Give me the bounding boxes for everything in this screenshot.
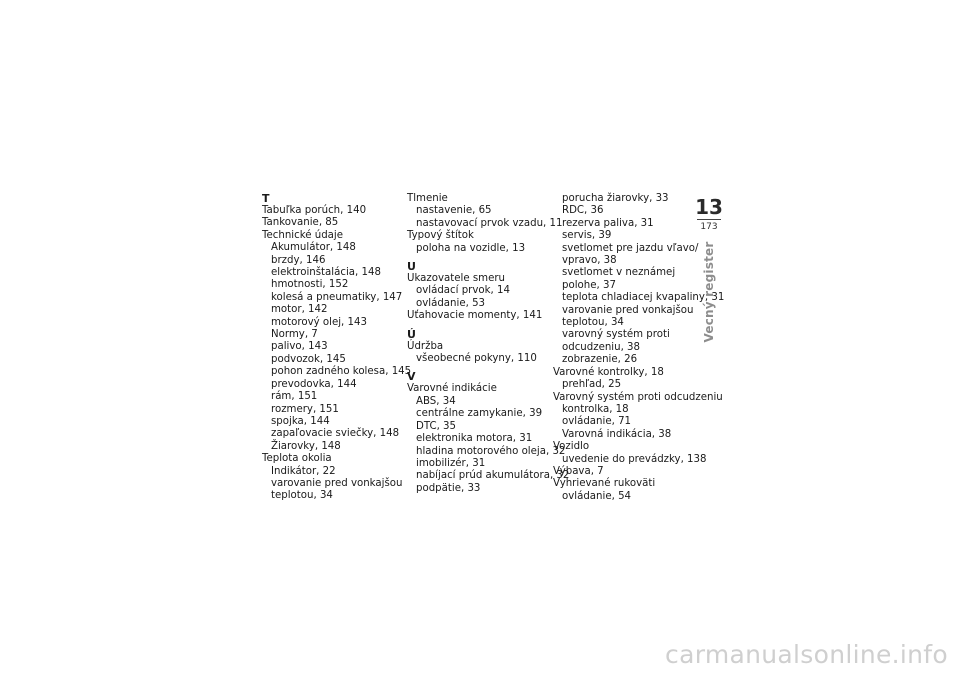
index-subentry: nastavovací prvok vzadu, 11: [416, 217, 563, 229]
index-subentry: podvozok, 145: [271, 353, 346, 365]
index-subentry: teplota chladiacej kvapaliny, 31: [562, 292, 725, 304]
section-side-title: Vecný register: [702, 241, 716, 343]
index-letter-heading: V: [407, 370, 416, 384]
index-subentry: motor, 142: [271, 304, 328, 316]
index-subentry: spojka, 144: [271, 415, 330, 427]
index-subentry: palivo, 143: [271, 341, 328, 353]
index-entry: Typový štítok: [407, 230, 474, 242]
watermark: carmanualsonline.info: [665, 640, 948, 669]
index-subentry: Normy, 7: [271, 329, 318, 341]
index-subentry: rezerva paliva, 31: [562, 217, 654, 229]
index-subentry: brzdy, 146: [271, 254, 326, 266]
index-subentry: centrálne zamykanie, 39: [416, 408, 543, 420]
index-entry: Varovné kontrolky, 18: [553, 366, 664, 378]
index-entry: Varovné indikácie: [407, 383, 497, 395]
index-subentry: nastavenie, 65: [416, 205, 492, 217]
index-subentry: hladina motorového oleja, 32: [416, 445, 566, 457]
index-subentry: varovný systém proti: [562, 329, 670, 341]
index-entry: Ukazovatele smeru: [407, 273, 506, 285]
index-entry: Vozidlo: [553, 441, 590, 453]
index-letter-heading: U: [407, 260, 416, 274]
index-subentry: nabíjací prúd akumulátora, 32: [416, 470, 570, 482]
index-entry: Uťahovacie momenty, 141: [407, 310, 543, 322]
index-subentry: ABS, 34: [416, 395, 456, 407]
index-entry: Údržba: [407, 340, 444, 352]
index-subentry: RDC, 36: [562, 205, 604, 217]
index-subentry: zapaľovacie sviečky, 148: [271, 428, 400, 440]
index-entry: Tlmenie: [407, 193, 448, 204]
index-subentry: kolesá a pneumatiky, 147: [271, 291, 403, 303]
index-subentry: Indikátor, 22: [271, 465, 336, 477]
index-subentry: rozmery, 151: [271, 403, 339, 415]
index-subentry: Akumulátor, 148: [271, 242, 356, 254]
index-subentry: polohe, 37: [562, 279, 616, 291]
index-entry: Vyhrievané rukoväti: [553, 478, 656, 490]
index-column-2: [407, 193, 570, 495]
index-entry: Výbava, 7: [553, 465, 604, 477]
index-subentry: všeobecné pokyny, 110: [416, 353, 537, 365]
index-subentry: Žiarovky, 148: [271, 440, 341, 452]
index-subentry: teplotou, 34: [562, 317, 624, 329]
index-subentry: uvedenie do prevádzky, 138: [562, 453, 707, 465]
index-letter-heading: Ú: [407, 327, 416, 341]
index-subentry: ovládanie, 71: [562, 416, 632, 428]
index-subentry: Varovná indikácia, 38: [562, 428, 672, 440]
index-subentry: kontrolka, 18: [562, 403, 629, 415]
index-subentry: podpätie, 33: [416, 482, 481, 494]
index-subentry: DTC, 35: [416, 420, 457, 432]
index-subentry: pohon zadného kolesa, 145: [271, 366, 412, 378]
index-entry: Tankovanie, 85: [262, 217, 339, 229]
index-subentry: imobilizér, 31: [416, 457, 486, 469]
index-subentry: elektroinštalácia, 148: [271, 267, 381, 279]
index-subentry: prevodovka, 144: [271, 378, 357, 390]
index-subentry: poloha na vozidle, 13: [416, 242, 526, 254]
index-subentry: porucha žiarovky, 33: [562, 193, 669, 204]
chapter-number: 13: [695, 195, 723, 219]
index-subentry: ovládanie, 54: [562, 490, 632, 502]
index-letter-heading: T: [262, 192, 270, 205]
index-subentry: rám, 151: [271, 391, 318, 403]
page-number: 173: [700, 222, 718, 232]
index-subentry: odcudzeniu, 38: [562, 341, 641, 353]
index-entry: Tabuľka porúch, 140: [262, 205, 367, 216]
chapter-divider: [697, 219, 721, 220]
index-column-1: [262, 192, 412, 503]
index-subentry: motorový olej, 143: [271, 316, 367, 328]
index-subentry: svetlomet pre jazdu vľavo/: [562, 242, 699, 254]
index-entry: Technické údaje: [262, 229, 344, 241]
index-entry: Varovný systém proti odcudzeniu: [553, 391, 723, 403]
index-subentry: varovanie pred vonkajšou: [562, 304, 694, 316]
index-subentry: elektronika motora, 31: [416, 433, 533, 445]
index-subentry: prehľad, 25: [562, 379, 622, 391]
index-subentry: teplotou, 34: [271, 490, 333, 502]
index-subentry: hmotnosti, 152: [271, 279, 349, 291]
index-subentry: ovládací prvok, 14: [416, 285, 510, 297]
chapter-tab: [695, 196, 723, 232]
index-subentry: vpravo, 38: [562, 255, 617, 267]
index-subentry: zobrazenie, 26: [562, 354, 638, 366]
index-subentry: ovládanie, 53: [416, 297, 486, 309]
index-subentry: servis, 39: [562, 230, 612, 242]
index-entry: Teplota okolia: [262, 453, 332, 465]
index-subentry: svetlomet v neznámej: [562, 267, 676, 279]
index-subentry: varovanie pred vonkajšou: [271, 477, 403, 489]
